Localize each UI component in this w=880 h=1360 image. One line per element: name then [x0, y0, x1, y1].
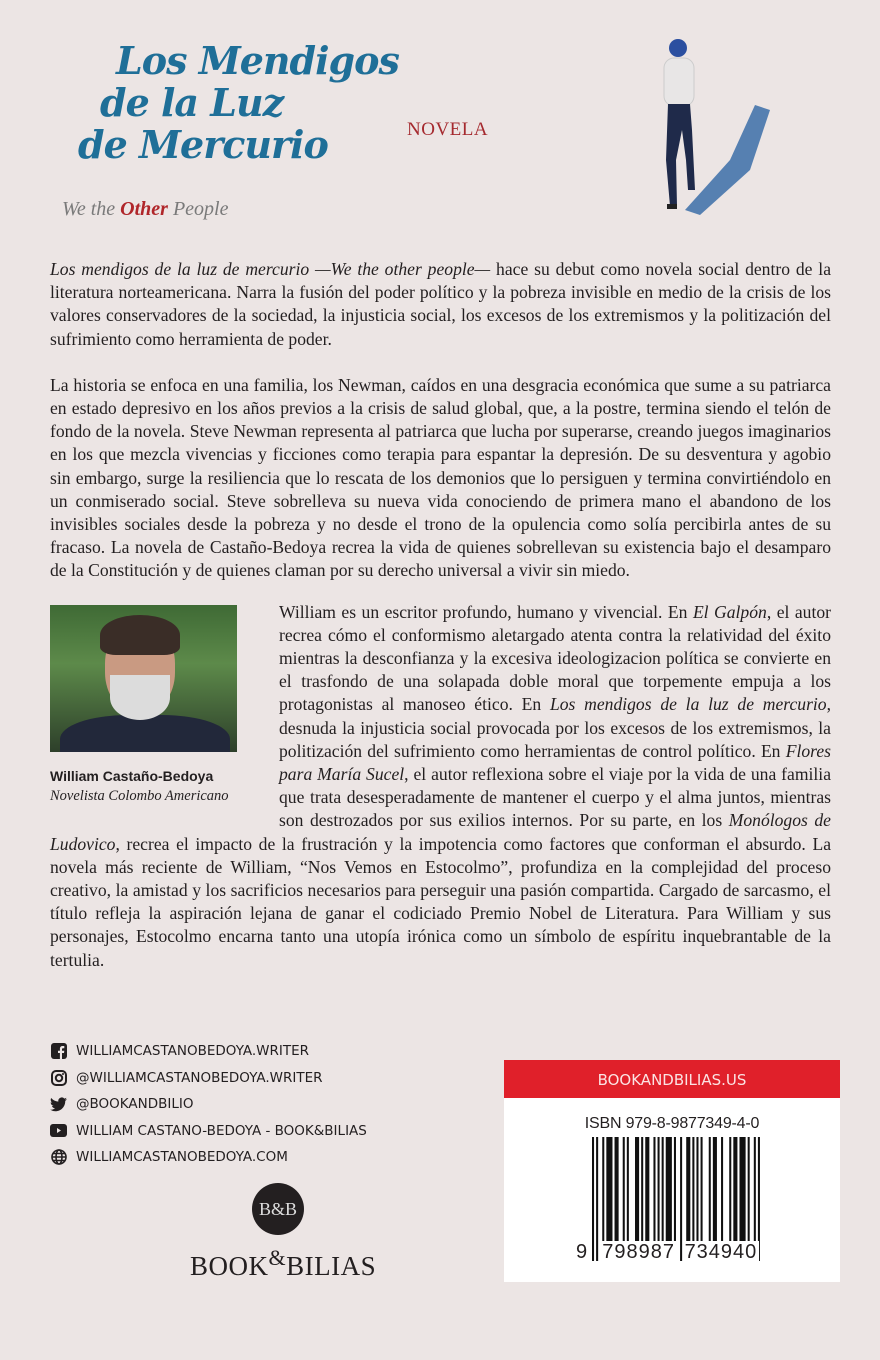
social-link[interactable] [50, 1144, 367, 1171]
twitter-icon [50, 1096, 67, 1113]
bio-text: , recrea el impacto de la frustración y la impotencia como factores que conforman el absurdo. La novela más reciente de William, “Nos Vemos en Estocolmo”, profundiza en la complejidad del proceso creativo, la amistad y los sacrificios necesarios para perseguir una pasión compartida. Cargado de sarcasmo, el título refleja la aspiración lejana de ganar el codiciado Premio Nobel de Literatura. Para William y sus personajes, Estocolmo encarna tanto una utopía irónica como un símbolo de espíritu inquebrantable de la tertulia. [50, 833, 831, 970]
synopsis-paragraph-1 [50, 258, 831, 351]
barcode-bar [701, 1137, 703, 1241]
social-link-label: WILLIAMCASTANOBEDOYA.WRITER [76, 1043, 310, 1060]
barcode-bar [709, 1137, 711, 1241]
barcode-bar [666, 1137, 672, 1241]
barcode-bar [658, 1137, 660, 1241]
bio-text: William es un escritor profundo, humano y vivencial. En [279, 601, 693, 622]
bio-text: , el autor recrea cómo el conformismo aletargado atenta contra la relatividad del éxito mientras la desconfianza y la excesiva ideologizacion política se convierte en el trasfondo de una solapada doble moral que torpemente empuja a los protagonistas al manoseo ético. En [279, 601, 832, 715]
social-link[interactable] [50, 1065, 367, 1092]
author-photo [50, 605, 237, 752]
barcode-bar [635, 1137, 639, 1241]
publisher-logo [190, 1183, 377, 1282]
author-photo-block [50, 601, 257, 806]
title-line: de la Luz [100, 80, 284, 125]
barcode-bar [641, 1137, 643, 1241]
book-title-ref: Los mendigos de la luz de mercurio [549, 694, 827, 715]
publisher-name-a: BOOK [190, 1251, 269, 1281]
instagram-icon [50, 1069, 67, 1086]
barcode-bar [721, 1137, 723, 1241]
barcode-bar [606, 1137, 612, 1241]
publisher-name-b: BILIAS [286, 1251, 377, 1281]
synopsis-title-ref: Los mendigos de la luz de mercurio —We the other people— [50, 259, 491, 279]
barcode-digit-group: 734940 [684, 1241, 758, 1263]
social-link-label: WILLIAM CASTANO-BEDOYA - BOOK&BILIAS [76, 1122, 367, 1139]
author-section [50, 601, 831, 972]
barcode-digit-group: 798987 [602, 1241, 675, 1263]
book-title [78, 40, 399, 166]
youtube-icon [50, 1122, 67, 1139]
barcode-bar [748, 1137, 750, 1241]
publisher-monogram: B&B [252, 1183, 304, 1235]
barcode-bar [615, 1137, 619, 1241]
barcode-bar [733, 1137, 737, 1241]
barcode-digits [574, 1241, 759, 1264]
isbn-number: ISBN 979-8-9877349-4-0 [584, 1115, 760, 1132]
globe-icon [50, 1149, 67, 1166]
walking-man-illustration [630, 30, 780, 220]
barcode-bar [729, 1137, 731, 1241]
social-links [50, 1038, 367, 1171]
tagline [62, 198, 228, 221]
social-link-label: @WILLIAMCASTANOBEDOYA.WRITER [76, 1069, 323, 1086]
publisher-website: BOOKANDBILIAS.US [504, 1060, 840, 1098]
barcode-digit: 9 [576, 1241, 588, 1263]
book-title-ref: Flores para María Sucel [279, 740, 831, 785]
author-role: Novelista Colombo Americano [50, 787, 229, 804]
synopsis-text: hace su debut como novela social dentro de la literatura norteamericana. Narra la fusión del poder político y la pobreza invisible en medio de la crisis de los valores conservadores de la sociedad, la injusticia social, los excesos de los extremismos y la politización del sufrimiento como herramienta de poder. [50, 259, 832, 349]
book-title-ref: El Galpón [692, 601, 767, 622]
social-link[interactable] [50, 1038, 367, 1065]
barcode-box [504, 1060, 840, 1282]
barcode-bar [602, 1137, 604, 1241]
genre-label: NOVELA [407, 119, 489, 140]
barcode-bar [645, 1137, 649, 1241]
barcode-bar [627, 1137, 629, 1241]
synopsis-paragraph-2: La historia se enfoca en una familia, los Newman, caídos en una desgracia económica que sume a su patriarca en estado depresivo en los años previos a la crisis de salud global, que, a la postre, termina siendo el telón de fondo de la novela. Steve Newman representa al patriarca que lucha por superarse, creando juegos imaginarios en los que mezcla vivencias y ficciones como terapia para espantar la depresión. De su desventura y agobio sin embargo, surge la resiliencia que lo rescata de los demonios que lo persiguen y termina convirtiéndolo en un conmiserado social. Steve sobrelleva su nueva vida conociendo de primera mano el abandono de los invisibles sociales desde la pobreza y no desde el trono de la opulencia como solía percibirla antes de su fracaso. La novela de Castaño-Bedoya recrea la vida de quienes sobrellevan su existencia bajo el desamparo de la Constitución y de quienes claman por su derecho universal a vivir sin miedo. [50, 374, 831, 581]
barcode-bar [692, 1137, 694, 1241]
barcode-bar [696, 1137, 698, 1241]
author-name: William Castaño-Bedoya [50, 767, 214, 784]
barcode-bar [653, 1137, 655, 1241]
barcode-bar [739, 1137, 745, 1241]
book-title-ref: Monólogos de Ludovico [50, 810, 831, 854]
tagline-highlight: Other [120, 198, 168, 220]
tagline-post: People [167, 198, 229, 220]
publisher-name [190, 1245, 377, 1282]
barcode-bar [713, 1137, 717, 1241]
back-cover-text [50, 258, 831, 995]
social-link-label: WILLIAMCASTANOBEDOYA.COM [76, 1149, 288, 1166]
bio-text: , desnuda la injusticia social provocada por los excesos de los extremismos, la politización del sufrimiento como herramientas de control político. En [279, 694, 832, 761]
title-line: Los Mendigos [116, 38, 399, 83]
social-link-label: @BOOKANDBILIO [76, 1096, 194, 1113]
barcode-bar [686, 1137, 690, 1241]
barcode-bar [662, 1137, 664, 1241]
facebook-icon [50, 1043, 67, 1060]
title-line: de Mercurio [78, 122, 328, 167]
social-link[interactable] [50, 1091, 367, 1118]
barcode-bar [623, 1137, 625, 1241]
social-link[interactable] [50, 1118, 367, 1145]
tagline-pre: We the [62, 198, 121, 220]
bio-text: , el autor reflexiona sobre el viaje por la vida de una familia que trata desesperadamente de mantener el cuerpo y el alma juntos, mientras son destrozados por sus exilios internos. Por su parte, en los [279, 764, 832, 831]
publisher-amp: & [268, 1245, 287, 1270]
